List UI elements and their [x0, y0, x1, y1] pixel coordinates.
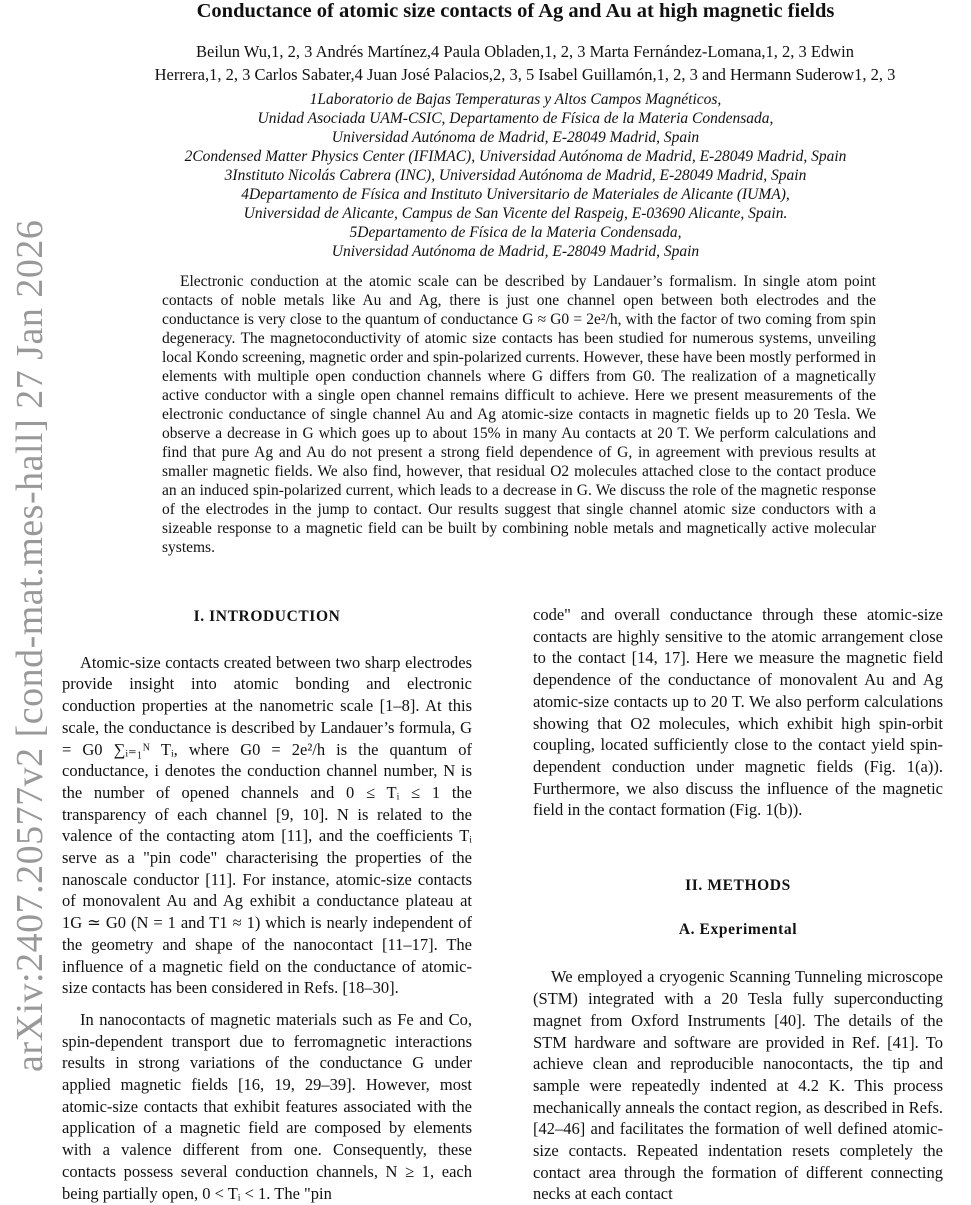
affiliation-line: Universidad Autónoma de Madrid, E-28049 Madrid, Spain — [331, 129, 700, 146]
section-heading-methods: II. METHODS — [685, 877, 791, 895]
paragraph: We employed a cryogenic Scanning Tunneling microscope (STM) integrated with a 20 Tesla fully superconducting magnet from Oxford Instruments [40]. The details of the STM hardware and software are provided in Ref. [41]. To achieve clean and reproducible nanocontacts, the tip and sample were repeatedly indented at 4.2 K. This process mechanically anneals the contact region, as described in Refs. [42–46] and facilitates the formation of well defined atomic-size contacts. Repeated indentation resets completely the contact area through the formation of different connecting necks at each contact — [533, 967, 943, 1204]
paragraph: code" and overall conductance through these atomic-size contacts are highly sensitive to the atomic arrangement close to the contact [14, 17]. Here we measure the magnetic field dependence of the conductance of monovalent Au and Ag atomic-size contacts up to 20 T. We also perform calculations showing that O2 molecules, which exhibit high spin-orbit coupling, located sufficiently close to the contact yield spin-dependent conduction under magnetic fields (Fig. 1(a)). Furthermore, we also discuss the influence of the magnetic field in the contact formation (Fig. 1(b)). — [533, 605, 943, 820]
paper-title: Conductance of atomic size contacts of Ag and Au at high magnetic fields — [196, 0, 835, 22]
paragraph: In nanocontacts of magnetic materials such as Fe and Co, spin-dependent transport due to ferromagnetic interactions results in strong variations of the conductance G under applied magnetic fields [16, 19, 29–39]. However, most atomic-size contacts that exhibit features associated with the application of a magnetic field are composed by elements with a valence different from one. Consequently, these contacts possess several conduction channels, N ≥ 1, each being partially open, 0 < Tᵢ < 1. The "pin — [62, 1009, 472, 1203]
affiliation-line: Universidad Autónoma de Madrid, E-28049 Madrid, Spain — [331, 243, 700, 260]
affiliation-list — [60, 90, 971, 261]
affiliation-line: 5Departamento de Física de la Materia Condensada, — [349, 224, 682, 241]
section-heading-introduction: I. INTRODUCTION — [193, 608, 341, 625]
paragraph: Atomic-size contacts created between two sharp electrodes provide insight into atomic bonding and electronic conduction properties at the nanometric scale [1–8]. At this scale, the conductance is described by Landauer’s formula, G = G0 ∑ᵢ₌₁ᴺ Tᵢ, where G0 = 2e²/h is the quantum of conductance, i denotes the conduction channel number, N is the number of opened channels and 0 ≤ Tᵢ ≤ 1 the transparency of each channel [9, 10]. N is related to the valence of the contacting atom [11], and the coefficients Tᵢ serve as a "pin code" characterising the properties of the nanoscale conductor [11]. For instance, atomic-size contacts of monovalent Au and Ag exhibit a conductance plateau at 1G ≃ G0 (N = 1 and T1 ≈ 1) which is nearly independent of the geometry and shape of the nanocontact [11–17]. The influence of a magnetic field on the conductance of atomic-size contacts has been considered in Refs. [18–30]. — [62, 652, 472, 998]
affiliation-line: 1Laboratorio de Bajas Temperaturas y Altos Campos Magnéticos, — [309, 91, 722, 108]
right-column — [533, 604, 943, 1205]
author-line: Beilun Wu,1, 2, 3 Andrés Martínez,4 Paula Obladen,1, 2, 3 Marta Fernández-Lomana,1, 2, 3 Edwin — [196, 42, 854, 61]
affiliation-line: Unidad Asociada UAM-CSIC, Departamento de Física de la Materia Condensada, — [257, 110, 774, 127]
author-list — [90, 40, 960, 86]
affiliation-line: Universidad de Alicante, Campus de San Vicente del Raspeig, E-03690 Alicante, Spain. — [243, 205, 788, 222]
subsection-heading-experimental: A. Experimental — [678, 920, 798, 938]
arxiv-identifier-stamp: arXiv:2407.20577v2 [cond-mat.mes-hall] 27 Jan 2026 — [9, 219, 51, 1072]
affiliation-line: 3Instituto Nicolás Cabrera (INC), Universidad Autónoma de Madrid, E-28049 Madrid, Spain — [224, 167, 807, 184]
affiliation-line: 4Departamento de Física and Instituto Universitario de Materiales de Alicante (IUMA), — [241, 186, 790, 203]
author-line: Herrera,1, 2, 3 Carlos Sabater,4 Juan José Palacios,2, 3, 5 Isabel Guillamón,1, 2, 3 and Hermann Suderow1, 2, 3 — [154, 65, 896, 84]
affiliation-line: 2Condensed Matter Physics Center (IFIMAC), Universidad Autónoma de Madrid, E-28049 Madrid, Spain — [184, 148, 847, 165]
abstract: Electronic conduction at the atomic scale can be described by Landauer’s formalism. In single atom point contacts of noble metals like Au and Ag, there is just one channel open between both electrodes and the conductance is very close to the quantum of conductance G ≈ G0 = 2e²/h, with the factor of two coming from spin degeneracy. The magnetoconductivity of atomic size contacts has been studied for numerous systems, unveiling local Kondo screening, magnetic order and spin-polarized currents. However, these have been mostly performed in elements with multiple open conduction channels where G differs from G0. The realization of a magnetically active conductor with a single open channel remains difficult to achieve. Here we present measurements of the electronic conductance of single channel Au and Ag atomic-size contacts in magnetic fields up to 20 Tesla. We observe a decrease in G which goes up to about 15% in many Au contacts at 20 T. We perform calculations and find that pure Ag and Au do not present a strong field dependence of G, in agreement with previous results at smaller magnetic fields. We also find, however, that residual O2 molecules attached close to the contact produce an an induced spin-polarized current, which leads to a decrease in G. We discuss the role of the magnetic response of the electrodes in the jump to contact. Our results suggest that single channel atomic size conductors with a sizeable response to a magnetic field can be built by combining noble metals and magnetically active molecular systems. — [162, 273, 876, 556]
left-column — [62, 606, 472, 1204]
